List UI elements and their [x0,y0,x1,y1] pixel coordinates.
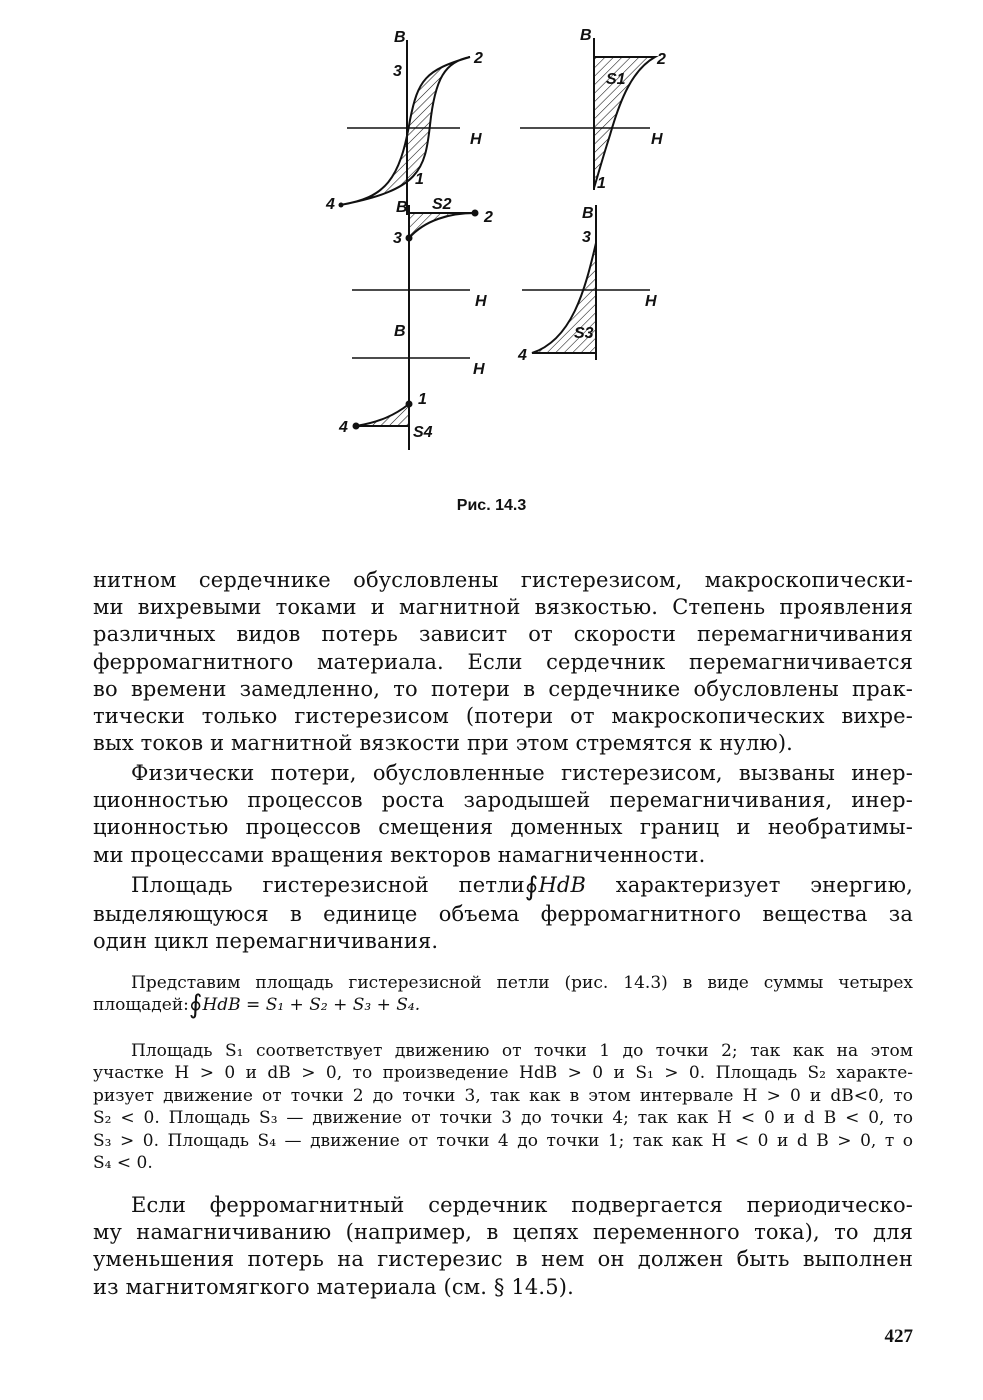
page-number: 427 [884,1326,913,1347]
panel-full-loop [325,29,483,215]
point-4: 4 [339,419,348,436]
point-2: 2 [657,51,666,68]
point-2: 2 [474,50,483,67]
paragraph-3: Площадь гистерезисной петли∮HdB характеризует энергию, выделяющуюся в единице объема ферромагнитного вещества за один цикл перемагничивания. [93,872,913,954]
point-2: 2 [484,209,493,226]
svg-text:H: H [645,293,657,310]
paragraph-4: Если ферромагнитный сердечник подвергается периодическо- му намагничиванию (например, в цепях переменного тока), то для уменьшения потерь на гистерезис в нем он должен быть выполнен из магнитомягкого материала (см. § 14.5). [93,1193,913,1299]
figure-caption: Рис. 14.3 [456,497,527,514]
point-3: 3 [393,230,402,247]
panel-s2 [352,196,493,320]
point-3: 3 [393,63,402,80]
svg-text:B: B [396,199,408,216]
area-s1: S1 [606,71,626,88]
paragraph-1: нитном сердечнике обусловлены гистерезисом, макроскопически- ми вихревыми токами и магнитной вязкостью. Степень проявления различных видов потерь зависит от скорости перемагничивания ферромагнитного материала. Если сердечник перемагничивается во времени замедленно, то потери в сердечнике обусловлены прак- тически только гистерезисом (потери от макроскопических вихре- вых токов и магнитной вязкости при этом стремятся к нулю). [93,568,913,756]
svg-text:B: B [580,27,592,44]
point-1: 1 [415,171,424,188]
panel-s1 [520,27,666,192]
axis-label-H: H [470,131,482,148]
paragraph-2: Физически потери, обусловленные гистерезисом, вызваны инер- ционностью процессов роста зародышей перемагничивания, инер- ционностью процессов смещения доменных границ и необратимы- ми процессами вращения векторов намагниченности. [93,761,913,867]
area-s2: S2 [432,196,452,213]
panel-s3 [517,205,657,364]
svg-text:B: B [582,205,594,222]
svg-text:B: B [394,323,406,340]
panel-s4 [338,320,485,450]
point-4: 4 [326,196,335,213]
axis-label-B: B [394,29,406,46]
small-paragraph-1: Представим площадь гистерезисной петли (рис. 14.3) в виде суммы четырех площадей:∮HdB = S₁ + S₂ + S₃ + S₄. [93,973,913,1021]
figure-14-3 [0,0,983,480]
area-s3: S3 [574,325,594,342]
svg-text:H: H [475,293,487,310]
svg-text:H: H [651,131,663,148]
point-4: 4 [518,347,527,364]
hysteresis-diagrams [0,0,983,480]
small-paragraph-2: Площадь S₁ соответствует движению от точки 1 до точки 2; так как на этом участке H > 0 и dB > 0, то произведение HdB > 0 и S₁ > 0. Площадь S₂ характе- ризует движение от точки 2 до точки 3, так как в этом интервале H > 0 и dB<0, то S₂ < 0. Площадь S₃ — движение от точки 3 до точки 4; так как H < 0 и d B < 0, то S₃ > 0. Площадь S₄ — движение от точки 4 до точки 1; так как H < 0 и d B > 0, т о S₄ < 0. [93,1041,913,1174]
point-1: 1 [597,175,606,192]
point-1: 1 [418,391,427,408]
area-s4: S4 [413,424,433,441]
svg-text:H: H [473,361,485,378]
point-3: 3 [582,229,591,246]
